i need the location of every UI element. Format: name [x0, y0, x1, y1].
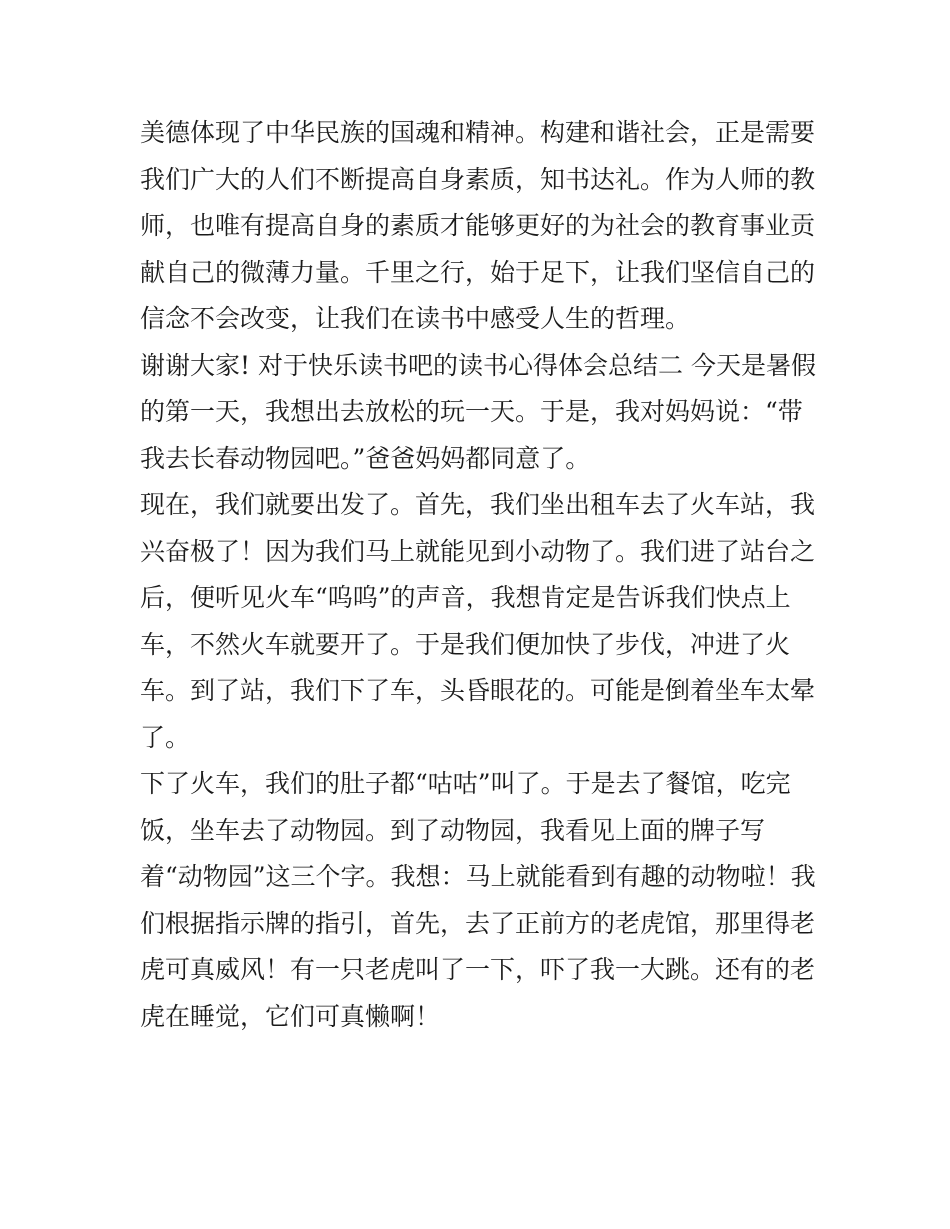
text-line: 谢谢大家! 对于快乐读书吧的读书心得体会总结二 今天是暑假	[140, 350, 816, 380]
text-line: 后，便听见火车“呜呜”的声音，我想肯定是告诉我们快点上	[140, 583, 791, 612]
text-line: 师，也唯有提高自身的素质才能够更好的为社会的教育事业贡	[140, 211, 816, 240]
text-line: 我们广大的人们不断提高自身素质，知书达礼。作为人师的教	[140, 164, 816, 194]
text-line: 的第一天，我想出去放松的玩一天。于是，我对妈妈说：“带	[140, 397, 803, 426]
text-line: 美德体现了中华民族的国魂和精神。构建和谐社会，正是需要	[140, 118, 816, 147]
text-line: 着“动物园”这三个字。我想：马上就能看到有趣的动物啦！我	[140, 862, 816, 891]
text-line: 信念不会改变，让我们在读书中感受人生的哲理。	[140, 304, 691, 333]
text-line: 下了火车，我们的肚子都“咕咕”叫了。于是去了餐馆，吃完	[140, 769, 791, 798]
text-line: 虎在睡觉，它们可真懒啊！	[140, 1001, 441, 1031]
text-line: 献自己的微薄力量。千里之行，始于足下，让我们坚信自己的	[140, 257, 816, 287]
text-line: 们根据指示牌的指引，首先，去了正前方的老虎馆，那里得老	[140, 908, 816, 938]
text-line: 车，不然火车就要开了。于是我们便加快了步伐，冲进了火	[140, 629, 791, 659]
text-line: 饭，坐车去了动物园。到了动物园，我看见上面的牌子写	[140, 815, 766, 845]
text-line: 兴奋极了！因为我们马上就能见到小动物了。我们进了站台之	[140, 536, 816, 566]
text-line: 车。到了站，我们下了车，头昏眼花的。可能是倒着坐车太晕	[140, 676, 816, 705]
document-body	[140, 110, 820, 1040]
text-line: 现在，我们就要出发了。首先，我们坐出租车去了火车站，我	[140, 490, 816, 519]
text-line: 虎可真威风！有一只老虎叫了一下，吓了我一大跳。还有的老	[140, 955, 816, 984]
text-line: 了。	[140, 722, 191, 752]
text-line: 我去长春动物园吧。”爸爸妈妈都同意了。	[140, 443, 591, 473]
